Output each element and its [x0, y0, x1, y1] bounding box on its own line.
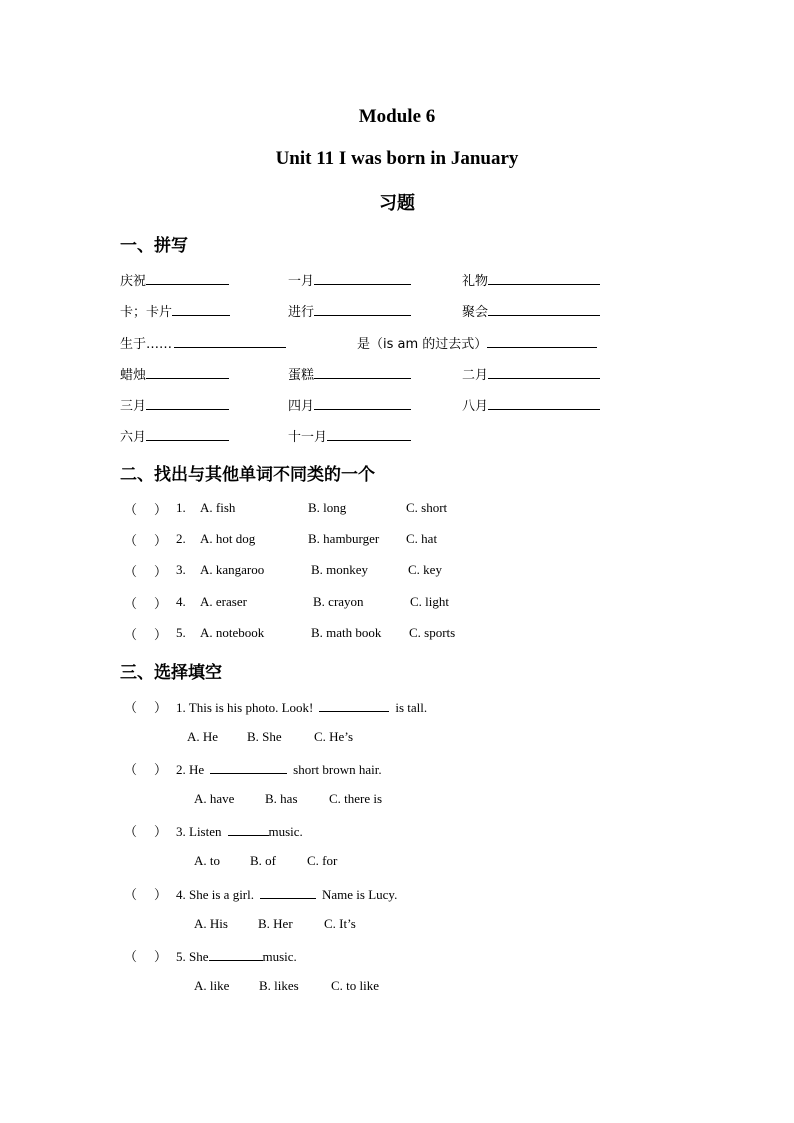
option-a[interactable]: A. to: [194, 853, 220, 868]
spelling-item: 卡；卡片: [120, 301, 230, 320]
answer-paren-close: ）: [154, 627, 168, 642]
answer-blank[interactable]: [146, 365, 229, 379]
answer-blank[interactable]: [487, 334, 597, 348]
question-text: 3. Listen music.: [176, 824, 303, 839]
answer-blank[interactable]: [327, 427, 411, 441]
unit-title: Unit 11 I was born in January: [275, 148, 519, 169]
answer-blank[interactable]: [146, 271, 229, 285]
option-a[interactable]: A. He: [187, 729, 219, 744]
option-c[interactable]: C. He’s: [314, 729, 353, 744]
answer-blank[interactable]: [488, 302, 600, 316]
answer-blank[interactable]: [488, 271, 600, 285]
option-a[interactable]: A. His: [194, 916, 228, 931]
answer-paren-close: ）: [154, 887, 168, 902]
spelling-item: 三月: [120, 395, 229, 414]
spelling-item: 聚会: [462, 301, 600, 320]
option-b[interactable]: B. monkey: [311, 562, 369, 577]
answer-blank[interactable]: [488, 396, 600, 410]
answer-paren-open: （: [124, 824, 138, 839]
option-c[interactable]: C. for: [307, 853, 338, 868]
module-title: Module 6: [358, 106, 436, 127]
answer-paren-close: ）: [154, 824, 168, 839]
answer-blank[interactable]: [314, 365, 411, 379]
spelling-item: 蜡烛: [120, 364, 229, 383]
answer-paren-open: （: [124, 887, 138, 902]
option-a[interactable]: A. fish: [200, 500, 236, 515]
answer-blank[interactable]: [314, 396, 411, 410]
spelling-item: 四月: [288, 395, 411, 414]
option-c[interactable]: C. key: [408, 562, 442, 577]
spelling-item: 进行: [288, 301, 411, 320]
answer-blank[interactable]: [209, 947, 263, 961]
answer-paren-close: ）: [154, 533, 168, 548]
option-b[interactable]: B. of: [250, 853, 276, 868]
answer-paren-open: （: [124, 762, 138, 777]
question-text: 4. She is a girl. Name is Lucy.: [176, 887, 398, 902]
answer-paren-open: （: [124, 533, 138, 548]
option-b[interactable]: B. She: [247, 729, 282, 744]
question-text: 2. He short brown hair.: [176, 762, 382, 777]
option-c[interactable]: C. sports: [409, 625, 456, 640]
option-c[interactable]: C. there is: [329, 791, 383, 806]
section2-title: 二、找出与其他单词不同类的一个: [120, 465, 375, 485]
option-b[interactable]: B. crayon: [313, 594, 364, 609]
option-c[interactable]: C. light: [410, 594, 450, 609]
spelling-item: 庆祝: [120, 270, 229, 289]
option-c[interactable]: C. hat: [406, 531, 438, 546]
spelling-item: 礼物: [462, 270, 600, 289]
section3-title: 三、选择填空: [120, 663, 222, 683]
section1-title: 一、拼写: [120, 236, 188, 256]
spelling-item: 二月: [462, 364, 600, 383]
answer-blank[interactable]: [146, 427, 229, 441]
answer-paren-open: （: [124, 949, 138, 964]
option-a[interactable]: A. eraser: [200, 594, 247, 609]
answer-blank[interactable]: [172, 302, 230, 316]
option-b[interactable]: B. math book: [311, 625, 382, 640]
option-a[interactable]: A. like: [194, 978, 230, 993]
question-text: 5. She music.: [176, 949, 297, 964]
option-b[interactable]: B. likes: [259, 978, 299, 993]
answer-paren-open: （: [124, 502, 138, 517]
answer-paren-close: ）: [154, 596, 168, 611]
spelling-item: 是（is am 的过去式）: [357, 333, 597, 352]
answer-paren-close: ）: [154, 564, 168, 579]
answer-blank[interactable]: [146, 396, 229, 410]
answer-paren-open: （: [124, 700, 138, 715]
subtitle: 习题: [379, 193, 415, 214]
answer-blank[interactable]: [228, 822, 269, 836]
question-number: 4.: [176, 594, 186, 609]
spelling-item: 八月: [462, 395, 600, 414]
answer-blank[interactable]: [260, 885, 316, 899]
option-a[interactable]: A. notebook: [200, 625, 265, 640]
option-b[interactable]: B. has: [265, 791, 298, 806]
spelling-item: 一月: [288, 270, 411, 289]
answer-paren-close: ）: [154, 700, 168, 715]
option-b[interactable]: B. Her: [258, 916, 293, 931]
spelling-item: 十一月: [288, 426, 411, 445]
spelling-item: 生于……: [120, 333, 286, 352]
spelling-item: 六月: [120, 426, 229, 445]
answer-blank[interactable]: [314, 302, 411, 316]
answer-paren-close: ）: [154, 762, 168, 777]
answer-paren-open: （: [124, 596, 138, 611]
option-c[interactable]: C. to like: [331, 978, 380, 993]
option-c[interactable]: C. It’s: [324, 916, 356, 931]
question-text: 1. This is his photo. Look! is tall.: [176, 700, 428, 715]
option-a[interactable]: A. hot dog: [200, 531, 256, 546]
answer-blank[interactable]: [488, 365, 600, 379]
option-a[interactable]: A. have: [194, 791, 235, 806]
answer-blank[interactable]: [210, 760, 287, 774]
answer-blank[interactable]: [174, 334, 286, 348]
question-number: 2.: [176, 531, 186, 546]
question-number: 5.: [176, 625, 186, 640]
answer-paren-open: （: [124, 564, 138, 579]
option-c[interactable]: C. short: [406, 500, 448, 515]
answer-paren-close: ）: [154, 949, 168, 964]
option-b[interactable]: B. hamburger: [308, 531, 380, 546]
answer-blank[interactable]: [314, 271, 411, 285]
answer-paren-close: ）: [154, 502, 168, 517]
answer-paren-open: （: [124, 627, 138, 642]
question-number: 3.: [176, 562, 186, 577]
option-b[interactable]: B. long: [308, 500, 347, 515]
answer-blank[interactable]: [319, 698, 389, 712]
spelling-item: 蛋糕: [288, 364, 411, 383]
question-number: 1.: [176, 500, 186, 515]
option-a[interactable]: A. kangaroo: [200, 562, 265, 577]
